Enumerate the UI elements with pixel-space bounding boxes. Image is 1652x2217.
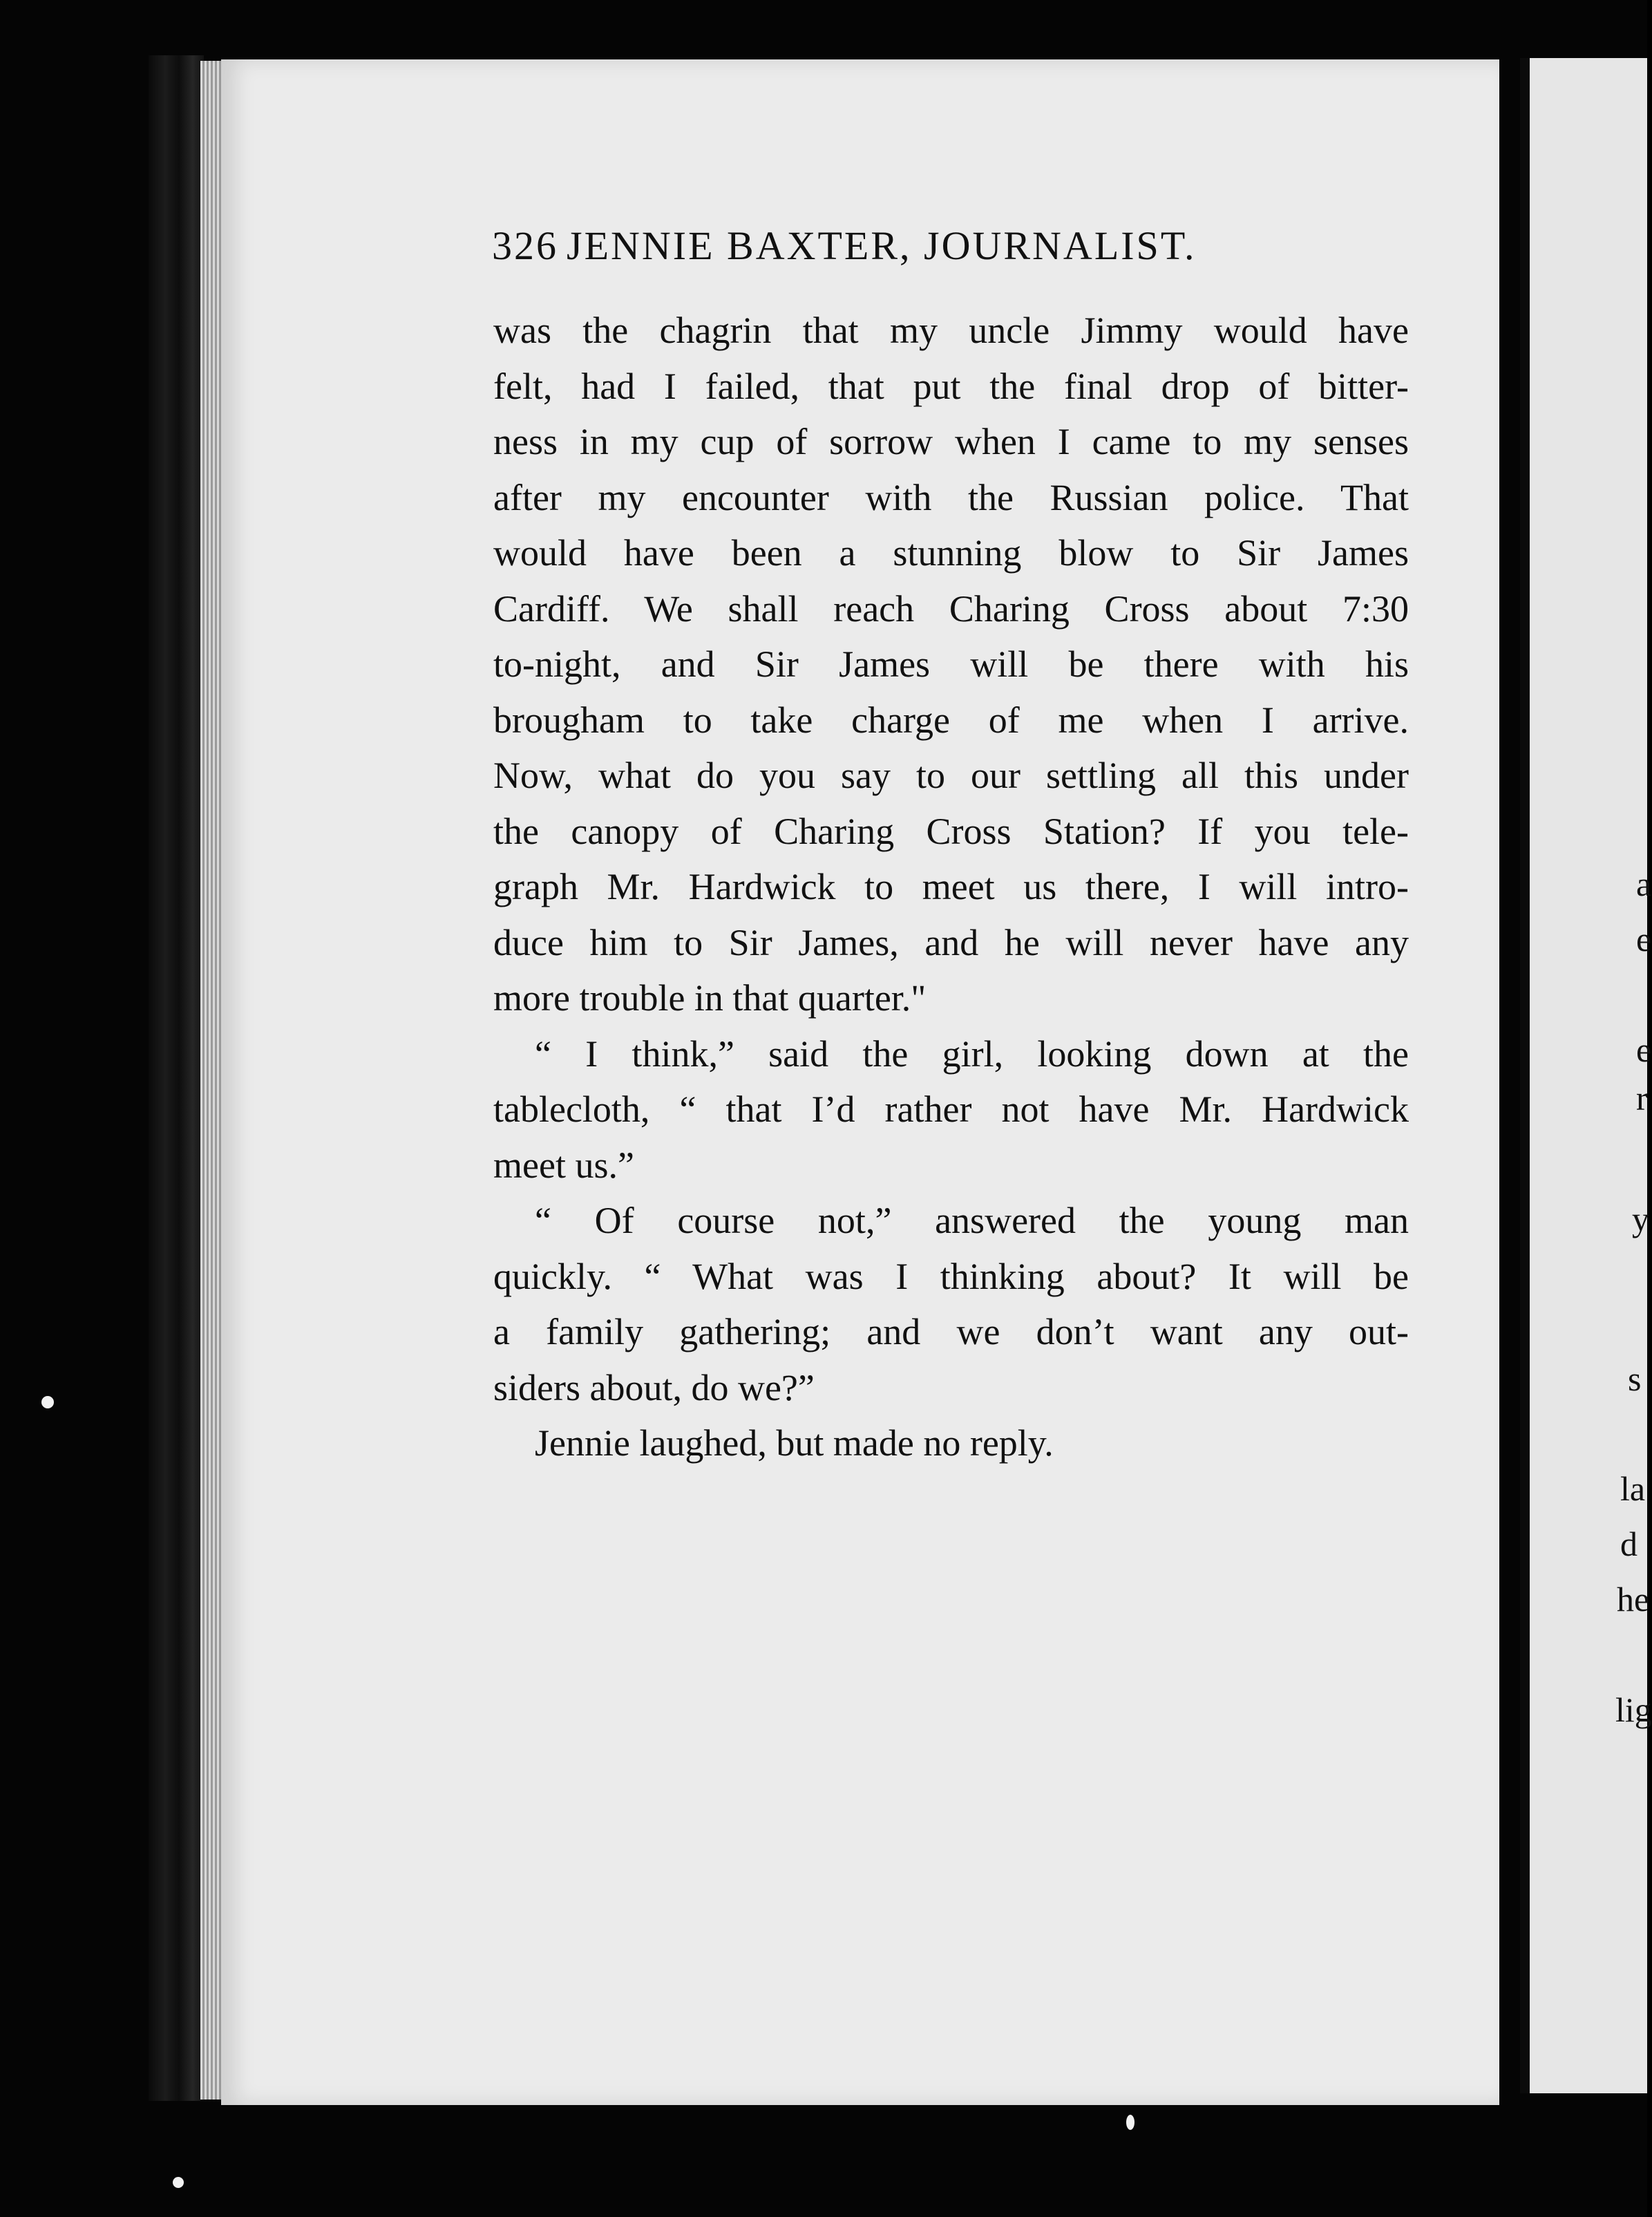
- facing-page-edge: [1530, 58, 1650, 2093]
- text-line: more trouble in that quarter.": [493, 977, 927, 1019]
- text-line: “ I think,” said the girl, looking down at the: [535, 1032, 1409, 1075]
- facing-page-fragment: e: [1636, 1030, 1652, 1069]
- scan-speck: [1126, 2115, 1134, 2130]
- running-title: JENNIE BAXTER, JOURNALIST.: [567, 223, 1197, 268]
- body-text: [493, 303, 1409, 1471]
- facing-page-fragment: r: [1636, 1079, 1648, 1117]
- facing-page-fragment: he: [1617, 1580, 1650, 1619]
- facing-page-fragment: lig: [1615, 1690, 1652, 1729]
- text-line: was the chagrin that my uncle Jimmy would have: [493, 310, 1409, 351]
- text-line: ness in my cup of sorrow when I came to my senses: [493, 421, 1409, 462]
- text-line: “ Of course not,” answered the young man: [535, 1200, 1409, 1241]
- text-line: Now, what do you say to our settling all this under: [493, 755, 1409, 796]
- facing-page-fragment: d: [1620, 1525, 1637, 1563]
- text-line: brougham to take charge of me when I arrive.: [493, 699, 1409, 741]
- text-line: tablecloth, “ that I’d rather not have Mr. Hardwick: [493, 1088, 1409, 1130]
- facing-page-fragment: la: [1620, 1469, 1646, 1508]
- text-line: Cardiff. We shall reach Charing Cross about 7:30: [493, 587, 1409, 630]
- text-line: after my encounter with the Russian police. That: [493, 476, 1409, 518]
- text-line: siders about, do we?”: [493, 1366, 815, 1408]
- text-line: the canopy of Charing Cross Station? If you tele-: [493, 810, 1409, 852]
- scan-speck: [173, 2177, 184, 2188]
- text-line: felt, had I failed, that put the final drop of bitter-: [493, 365, 1409, 407]
- text-line: Jennie laughed, but made no reply.: [535, 1422, 1054, 1464]
- page-gutter: [1520, 58, 1530, 2093]
- running-head: [492, 223, 1411, 269]
- book-spine-edge: [149, 55, 204, 2101]
- text-line: graph Mr. Hardwick to meet us there, I will intro-: [493, 866, 1409, 907]
- text-line: meet us.”: [493, 1144, 634, 1186]
- facing-page-fragment: a: [1636, 865, 1652, 903]
- text-line: would have been a stunning blow to Sir James: [493, 532, 1409, 574]
- facing-page-fragment: e: [1636, 920, 1652, 959]
- facing-page-fragment: y: [1632, 1200, 1649, 1238]
- text-line: duce him to Sir James, and he will never have any: [493, 921, 1409, 963]
- text-line: to-night, and Sir James will be there with his: [493, 643, 1409, 685]
- scan-speck: [41, 1396, 54, 1408]
- facing-page-fragment: s: [1628, 1359, 1642, 1398]
- page-number: 326: [492, 223, 558, 268]
- text-line: a family gathering; and we don’t want any out-: [493, 1311, 1409, 1352]
- text-line: quickly. “ What was I thinking about? It will be: [493, 1255, 1409, 1297]
